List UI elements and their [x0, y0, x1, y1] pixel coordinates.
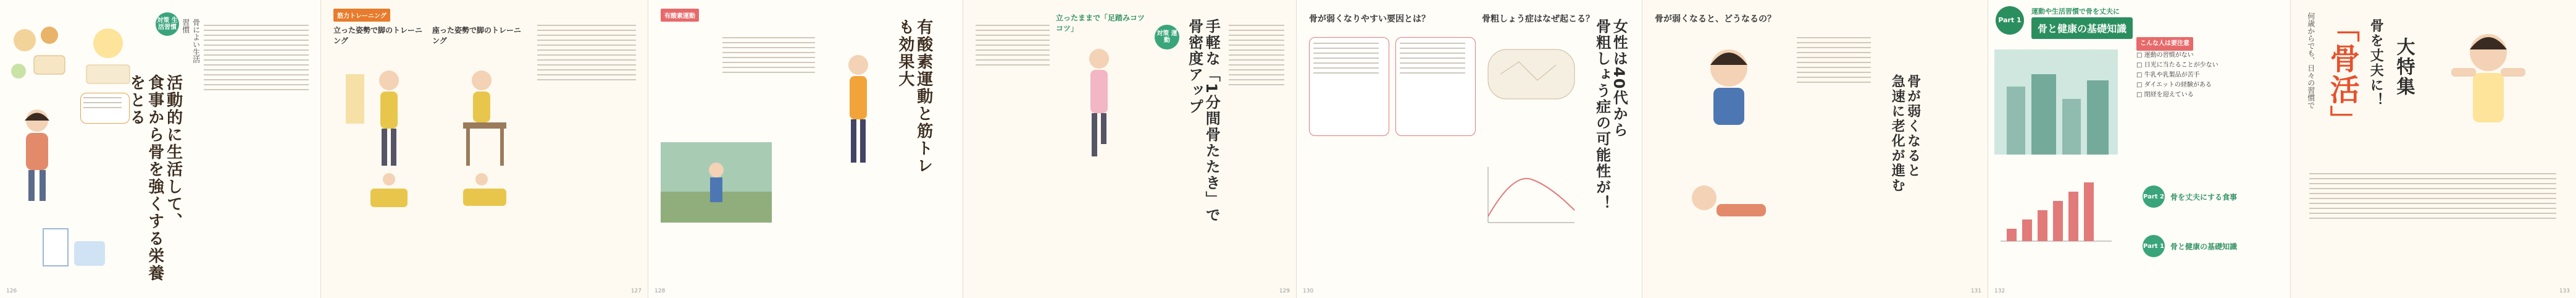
part1-title: 骨と健康の基礎知識: [2170, 242, 2238, 251]
fracture-illustration: [1667, 161, 1791, 250]
section-badge: 対策 生活習慣: [156, 12, 179, 36]
page-number: 133: [2559, 288, 2570, 294]
title-line-1: 手軽な「1分間骨たたき」で: [1203, 19, 1221, 223]
intro-text: [2309, 173, 2556, 223]
part2-title: 骨を丈夫にする食事: [2170, 193, 2238, 202]
worried-woman-illustration: [1679, 31, 1778, 132]
title-line-2: 食事から骨を強くする栄養をとる: [127, 74, 164, 282]
milk-illustration: [37, 223, 111, 275]
body-text: [1229, 25, 1284, 89]
title-line-1: 活動的に生活して、: [164, 74, 183, 230]
page-3-title: [895, 19, 932, 284]
heading-weak-bones: 骨が弱くなると、どうなるの？: [1655, 14, 1776, 24]
title-line-1: 女性は40代から: [1610, 19, 1628, 138]
heading-foot-stomp: 立ったままで「足踏みコツコツ」: [1056, 14, 1145, 33]
page-7: [1988, 0, 2291, 298]
woman-illustration: [12, 105, 62, 206]
checklist-item: □ 日光に当たることが少ない: [2136, 62, 2218, 69]
page-1-title: [127, 74, 182, 284]
part-badge: Part 1: [1996, 6, 2024, 35]
page-5: [1297, 0, 1642, 298]
walking-photo: [661, 142, 772, 225]
title-line-2: も効果大: [895, 19, 914, 88]
section-badge: 対策 運動: [1155, 25, 1179, 49]
checklist-item: □ ダイエットの経験がある: [2136, 82, 2212, 88]
stomping-figure: [1062, 43, 1136, 182]
section-ribbon: 有酸素運動: [661, 9, 699, 22]
title-line-2: 急速に老化が進む: [1889, 74, 1905, 193]
checklist-item: □ 閉経を迎えている: [2136, 92, 2194, 98]
walking-woman-illustration: [834, 49, 883, 176]
page-1: [0, 0, 321, 298]
title-line-1: 骨が弱くなると: [1905, 74, 1921, 178]
risk-box-right: [1395, 37, 1476, 136]
title-line-2: 骨密度アップ: [1186, 19, 1203, 115]
page-number: 131: [1970, 288, 1981, 294]
page-number: 132: [1994, 288, 2005, 294]
section-ribbon: 筋力トレーニング: [333, 9, 390, 22]
page-6-title: [1889, 74, 1921, 284]
page-3: [648, 0, 963, 298]
cityscape-illustration: [1994, 49, 2118, 157]
cover-title-main: 「骨活」: [2325, 12, 2360, 136]
title-line-1: 有酸素運動と筋トレ: [914, 19, 933, 174]
body-text: [204, 25, 309, 94]
part1-badge: Part 1: [2143, 235, 2165, 257]
seated-exercise-figure: [438, 56, 531, 219]
page-2: [321, 0, 648, 298]
checklist: [2136, 37, 2278, 100]
cover-title-sub: 骨を丈夫に！: [2368, 19, 2384, 108]
page-6: [1642, 0, 1988, 298]
bone-cross-section: [1482, 37, 1581, 114]
tip-bubble: [80, 93, 130, 124]
food-illustration: [6, 22, 74, 98]
heading-risk-factors: 骨が弱くなりやすい要因とは？: [1309, 14, 1430, 24]
title-line-2: 骨粗しょう症の可能性が！: [1593, 19, 1611, 211]
section-label: 骨によい生活習慣: [181, 19, 201, 63]
cover-title-tail: 大特集: [2393, 37, 2415, 96]
page-number: 129: [1279, 288, 1290, 294]
heading-standing: 立った姿勢で脚のトレーニング: [333, 26, 423, 45]
exercise-steps: [537, 25, 636, 84]
exercise-steps: [976, 25, 1050, 69]
heading-seated: 座った姿勢で脚のトレーニング: [432, 26, 522, 45]
body-text: [1797, 37, 1871, 87]
bone-density-bar-chart: [1994, 167, 2118, 250]
part2-badge: Part 2: [2143, 185, 2165, 208]
page-8: [2291, 0, 2576, 298]
heading-why: 骨粗しょう症はなぜ起こる？: [1482, 14, 1594, 24]
bone-density-graph: [1482, 161, 1581, 231]
part-title: 骨と健康の基礎知識: [2031, 17, 2133, 39]
cover-kicker: 何歳からでも、日々の習慣で: [2306, 12, 2315, 109]
checklist-title: こんな人は要注意: [2136, 37, 2193, 51]
body-text: [722, 37, 815, 77]
page-number: 126: [6, 288, 17, 294]
checklist-item: □ 牛乳や乳製品が苦手: [2136, 72, 2200, 79]
page-number: 128: [654, 288, 666, 294]
page-4: [963, 0, 1297, 298]
page-5-title: [1593, 19, 1627, 278]
standing-exercise-figure: [333, 56, 426, 219]
happy-woman-illustration: [2427, 19, 2550, 157]
page-number: 127: [630, 288, 642, 294]
page-number: 130: [1303, 288, 1314, 294]
page-4-title: [1186, 19, 1219, 278]
risk-box-left: [1309, 37, 1389, 136]
part-banner: 運動や生活習慣で骨を丈夫に: [2031, 7, 2120, 15]
checklist-item: □ 運動の習慣がない: [2136, 52, 2194, 59]
